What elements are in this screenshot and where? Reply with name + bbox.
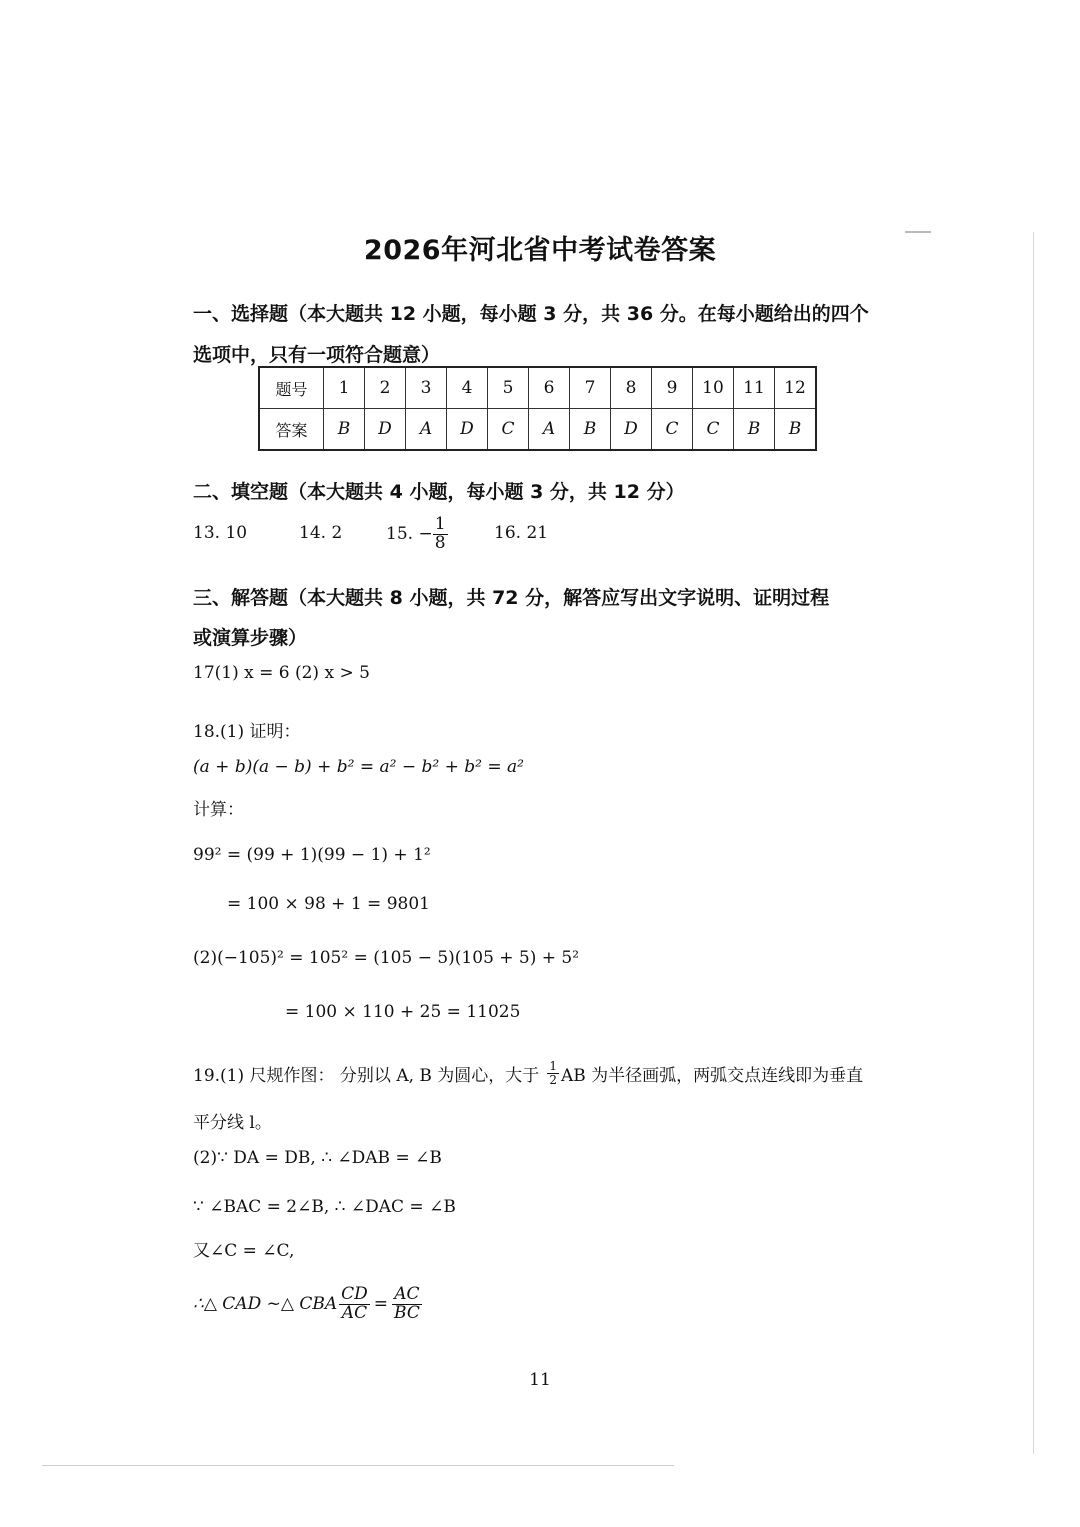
q18-eq5: = 100 × 110 + 25 = 11025	[285, 1002, 521, 1022]
page-title: 2026年河北省中考试卷答案	[363, 235, 717, 266]
table-cell: 2	[365, 367, 406, 409]
fraction-numerator: CD	[341, 1283, 368, 1304]
answer-13: 13. 10	[193, 523, 248, 543]
answer-15-prefix: 15. −	[386, 524, 433, 544]
q18-eq3: = 100 × 98 + 1 = 9801	[227, 894, 430, 914]
q19-line4: 又∠C = ∠C,	[193, 1241, 295, 1261]
fraction-numerator: AC	[392, 1286, 422, 1305]
table-cell: 8	[611, 367, 652, 409]
table-cell: D	[447, 409, 488, 451]
q19-line3: ∵ ∠BAC = 2∠B, ∴ ∠DAC = ∠B	[193, 1197, 456, 1217]
row-label-answer: 答案	[259, 409, 324, 451]
fraction-denominator: 8	[434, 532, 446, 553]
answer-16: 16. 21	[494, 523, 549, 543]
q19-part1-text-a: 19.(1) 尺规作图： 分别以 A, B 为圆心，大于	[193, 1065, 540, 1086]
answer-table-number-row	[259, 367, 816, 409]
fraction-denominator: 2	[549, 1072, 557, 1087]
fraction-numerator: 1	[434, 513, 446, 534]
table-cell: B	[734, 409, 775, 451]
answer-15	[386, 510, 448, 558]
q19-line5	[193, 1280, 422, 1328]
q18-eq4: (2)(−105)² = 105² = (105 − 5)(105 + 5) + 5²	[193, 948, 580, 968]
table-cell: C	[488, 409, 529, 451]
section3-heading-line2: 或演算步骤）	[193, 627, 308, 649]
table-cell: 10	[693, 367, 734, 409]
table-cell: 1	[324, 367, 365, 409]
q19-part1-continued: 平分线 l。	[193, 1113, 272, 1133]
fraction-denominator: AC	[341, 1302, 368, 1323]
fraction-numerator: 1	[549, 1058, 557, 1073]
q18-eq2: 99² = (99 + 1)(99 − 1) + 1²	[193, 845, 431, 865]
answer-table-answer-row	[259, 409, 816, 451]
table-cell: C	[652, 409, 693, 451]
q19-line2: (2)∵ DA = DB, ∴ ∠DAB = ∠B	[193, 1148, 442, 1168]
table-cell: B	[775, 409, 817, 451]
row-label-number: 题号	[259, 367, 324, 409]
table-cell: B	[570, 409, 611, 451]
table-cell: D	[611, 409, 652, 451]
scan-edge-vertical	[1033, 232, 1034, 1454]
q18-heading: 18.(1) 证明：	[193, 722, 301, 742]
table-cell: 4	[447, 367, 488, 409]
table-cell: A	[529, 409, 570, 451]
section2-heading: 二、填空题（本大题共 4 小题，每小题 3 分，共 12 分）	[193, 481, 685, 503]
equals-sign: =	[373, 1294, 389, 1314]
table-cell: 9	[652, 367, 693, 409]
table-cell: 6	[529, 367, 570, 409]
table-cell: C	[693, 409, 734, 451]
section3-heading-line1: 三、解答题（本大题共 8 小题，共 72 分，解答应写出文字说明、证明过程	[193, 587, 830, 609]
scan-edge-horizontal	[42, 1465, 674, 1466]
q19-fraction-cd-ac	[339, 1283, 370, 1323]
table-cell: 3	[406, 367, 447, 409]
table-cell: 11	[734, 367, 775, 409]
section1-heading-line1: 一、选择题（本大题共 12 小题，每小题 3 分，共 36 分。在每小题给出的四个	[193, 303, 869, 325]
answer-15-fraction	[433, 513, 448, 553]
q19-part1-text-b: AB 为半径画弧，两弧交点连线即为垂直	[560, 1065, 864, 1086]
answer-14: 14. 2	[299, 523, 343, 543]
q18-identity: (a + b)(a − b) + b² = a² − b² + b² = a²	[193, 757, 524, 777]
q19-fraction-ac-bc	[392, 1283, 422, 1323]
table-cell: 5	[488, 367, 529, 409]
table-cell: 12	[775, 367, 817, 409]
page-number: 11	[529, 1370, 551, 1390]
answer-table	[258, 366, 817, 451]
q19-part1	[193, 1055, 863, 1091]
q18-calc-label: 计算：	[193, 800, 244, 820]
q19-half-fraction	[547, 1060, 559, 1086]
table-cell: D	[365, 409, 406, 451]
fraction-denominator: BC	[394, 1302, 420, 1323]
q17-answer: 17(1) x = 6 (2) x > 5	[193, 663, 370, 683]
table-cell: B	[324, 409, 365, 451]
table-cell: A	[406, 409, 447, 451]
q19-similarity: ∴△ CAD ~△ CBA	[193, 1294, 338, 1314]
table-cell: 7	[570, 367, 611, 409]
section1-heading-line2: 选项中，只有一项符合题意）	[193, 344, 441, 366]
